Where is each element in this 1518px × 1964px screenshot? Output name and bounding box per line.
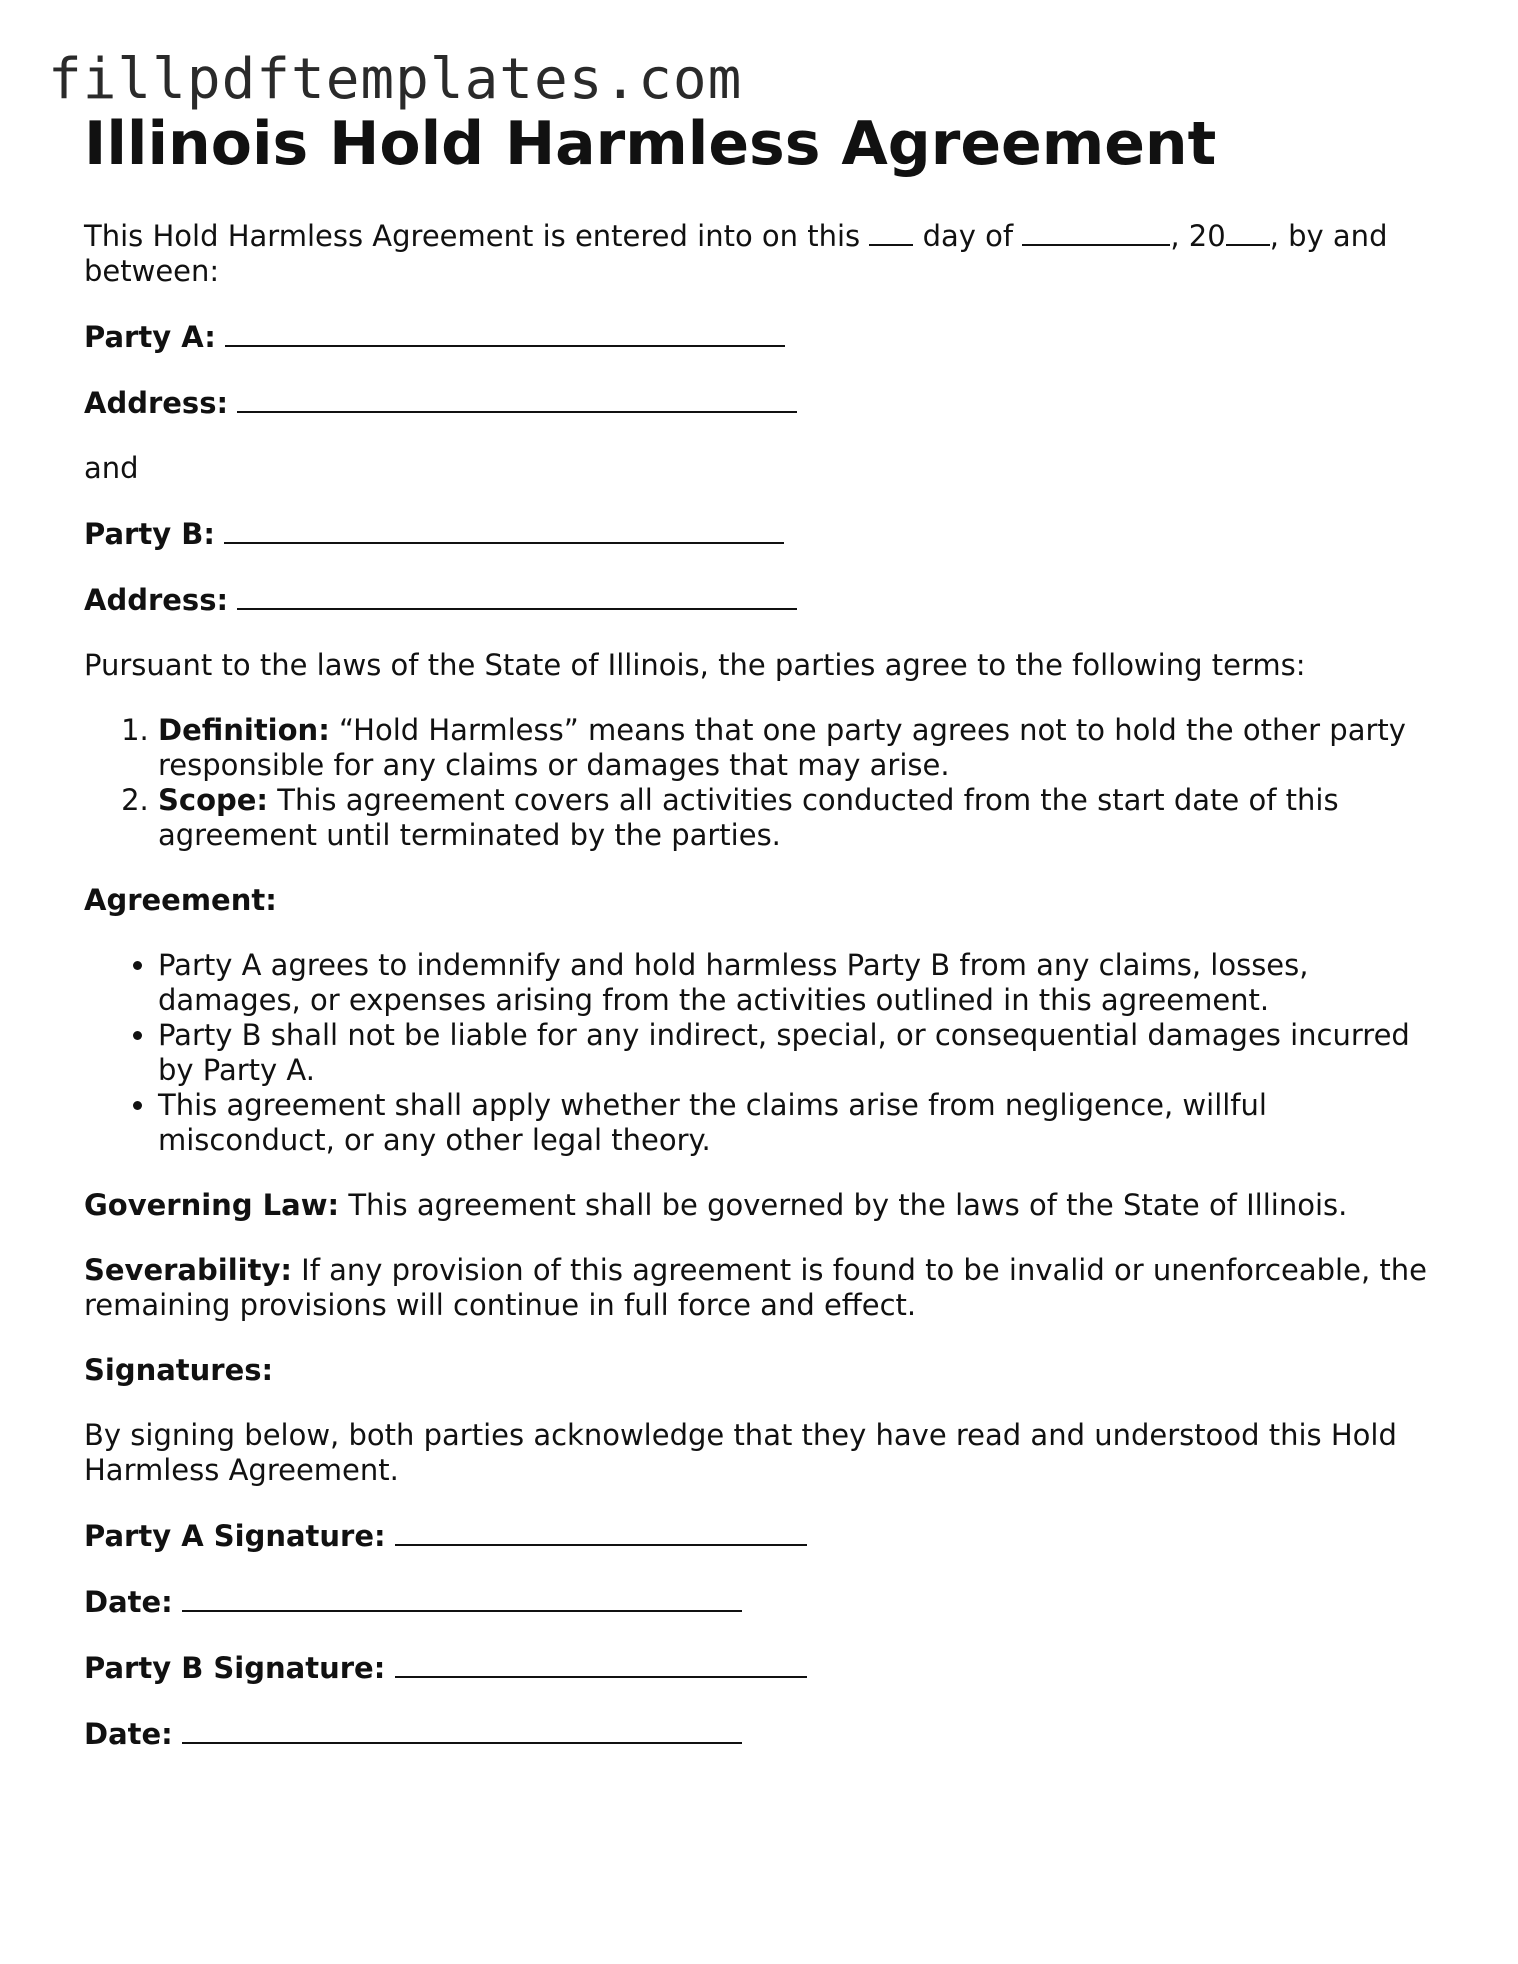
address-a-field[interactable] (237, 385, 797, 413)
party-b-row (84, 516, 1444, 552)
party-a-label: Party A: (84, 320, 216, 354)
address-b-label: Address: (84, 583, 229, 617)
governing-law-text: This agreement shall be governed by the laws of the State of Illinois. (339, 1188, 1348, 1222)
date-b-label: Date: (84, 1717, 173, 1751)
site-watermark: fillpdftemplates.com (48, 47, 743, 112)
intro-paragraph (84, 218, 1444, 289)
agreement-item: • This agreement shall apply whether the claims arise from negligence, willful misconduct, or any other legal theory. (158, 1088, 1444, 1158)
and-text: and (84, 451, 139, 485)
pursuant-paragraph: Pursuant to the laws of the State of Illinois, the parties agree to the following terms: (84, 648, 1306, 682)
address-a-row (84, 385, 1444, 421)
address-b-field[interactable] (237, 582, 797, 610)
intro-text-start: This Hold Harmless Agreement is entered into on this (84, 219, 870, 253)
governing-law-label: Governing Law: (84, 1188, 340, 1222)
party-b-signature-field[interactable] (395, 1650, 807, 1678)
agreement-item: • Party A agrees to indemnify and hold harmless Party B from any claims, losses, damages, or expenses arising from the activities outlined in this agreement. (158, 948, 1444, 1018)
severability-text: If any provision of this agreement is found to be invalid or unenforceable, the remaining provisions will continue in full force and effect. (84, 1253, 1427, 1322)
date-b-field[interactable] (182, 1716, 742, 1744)
party-a-signature-row (84, 1518, 1444, 1554)
terms-list (84, 713, 1444, 853)
governing-law-paragraph (84, 1188, 1444, 1223)
intro-day-of: day of (913, 219, 1023, 253)
acknowledge-paragraph: By signing below, both parties acknowledge that they have read and understood this Hold Harmless Agreement. (84, 1418, 1397, 1487)
party-b-signature-row (84, 1650, 1444, 1686)
party-a-signature-field[interactable] (395, 1518, 807, 1546)
party-b-signature-label: Party B Signature: (84, 1651, 386, 1685)
document-page (84, 108, 1444, 1782)
party-b-label: Party B: (84, 517, 215, 551)
severability-label: Severability: (84, 1253, 292, 1287)
month-blank[interactable] (1022, 218, 1170, 246)
address-a-label: Address: (84, 386, 229, 420)
date-b-row (84, 1716, 1444, 1752)
address-b-row (84, 582, 1444, 618)
year-blank[interactable] (1226, 218, 1270, 246)
day-blank[interactable] (869, 218, 913, 246)
intro-text-end: , by and between: (84, 219, 1388, 288)
agreement-item: • Party B shall not be liable for any indirect, special, or consequential damages incurred by Party A. (158, 1018, 1444, 1088)
term-label: Scope: (158, 783, 269, 817)
signatures-heading: Signatures: (84, 1353, 274, 1387)
intro-year-prefix: , 20 (1170, 219, 1226, 253)
agreement-heading: Agreement: (84, 883, 277, 917)
term-label: Definition: (158, 713, 330, 747)
agreement-list (84, 948, 1444, 1158)
date-a-row (84, 1584, 1444, 1620)
term-item (158, 713, 1444, 783)
party-b-field[interactable] (224, 516, 784, 544)
party-a-row (84, 319, 1444, 355)
date-a-label: Date: (84, 1585, 173, 1619)
page-title: Illinois Hold Harmless Agreement (84, 109, 1217, 179)
term-item (158, 783, 1444, 853)
date-a-field[interactable] (182, 1584, 742, 1612)
term-text: This agreement covers all activities conducted from the start date of this agreement until terminated by the parties. (158, 783, 1339, 852)
severability-paragraph (84, 1253, 1444, 1323)
party-a-signature-label: Party A Signature: (84, 1519, 386, 1553)
term-text: “Hold Harmless” means that one party agrees not to hold the other party responsible for any claims or damages that may arise. (158, 713, 1406, 782)
party-a-field[interactable] (225, 319, 785, 347)
